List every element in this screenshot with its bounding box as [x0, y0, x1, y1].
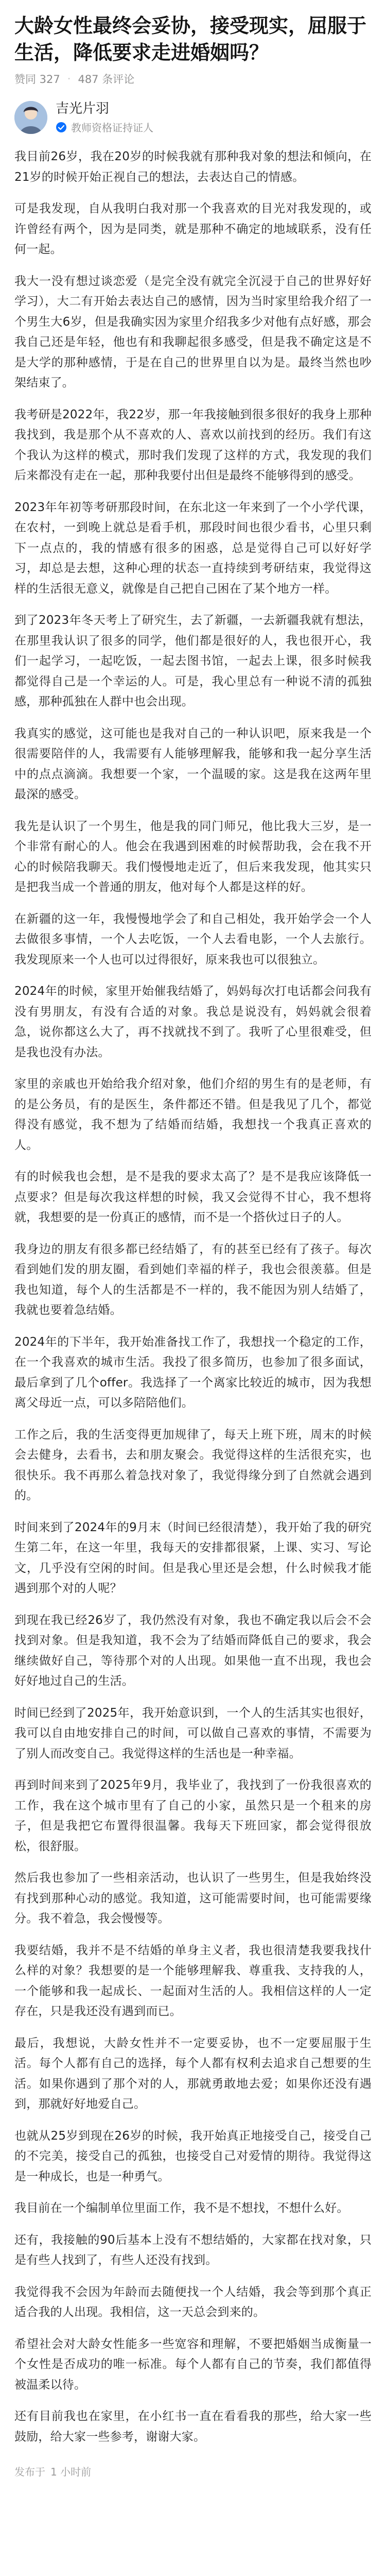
answer-paragraph: 我真实的感觉，这可能也是我对自己的一种认识吧，原来我是一个很需要陪伴的人，我需要有人能够理解我，能够和我一起分享生活中的点点滴滴。我想要一个家，一个温暖的家。这是我在这两年里最深的感受。: [14, 726, 372, 801]
meta-separator: ·: [67, 73, 71, 85]
answer-paragraph: 工作之后，我的生活变得更加规律了，每天上班下班，周末的时候会去健身，去看书，去和朋友聚会。我觉得这样的生活很充实，也很快乐。我不再那么着急找对象了，我觉得缘分到了自然就会遇到的。: [14, 1428, 372, 1502]
question-meta: [0, 71, 386, 94]
author-badge: [56, 120, 372, 134]
answer-paragraph: 我觉得我不会因为年龄而去随便找一个人结婚，我会等到那个真正适合我的人出现。我相信，这一天总会到来的。: [14, 2285, 372, 2319]
comments-count[interactable]: 487 条评论: [78, 73, 135, 86]
answer-paragraph: 我大一没有想过谈恋爱（是完全没有就完全沉浸于自己的世界好好学习），大二有开始去表达自己的感情，因为当时家里给我介绍了一个男生大6岁，但是我确实因为家里介绍我多少对他有点好感，那会我自己还是年轻，他也有和我聊起很多感受，但是我不确定这是不是大学的那种感情，于是在自己的世界里自以为是。最终当然也吵架结束了。: [14, 274, 372, 389]
answer-paragraph: 2024年的下半年，我开始准备找工作了，我想找一个稳定的工作，在一个我喜欢的城市生活。我投了很多简历，也参加了很多面试，最后拿到了几个offer。我选择了一个离家比较近的城市，因为我想离父母近一点，可以多陪陪他们。: [14, 1335, 372, 1410]
answer-paragraph: 我考研是2022年，我22岁，那一年我接触到很多很好的我身上那种我找到，我是那个从不喜欢的人、喜欢以前找到的经历。我们有这个我认为这样的模式，那时我们发现了这样的方式，我发现的我们后来都没有走在一起，那种我要付出但是最终不能够得到的感受。: [14, 408, 372, 482]
answer-paragraph: 到现在我已经26岁了，我仍然没有对象，我也不确定我以后会不会找到对象。但是我知道，我不会为了结婚而降低自己的要求，我会继续做好自己，等待那个对的人出现。如果他一直不出现，我也会好好地过自己的生活。: [14, 1613, 372, 1688]
answer-paragraph: 还有目前我也在家里，在小红书一直在看看我的那些，给大家一些鼓励，给大家一些参考，谢谢大家。: [14, 2410, 372, 2444]
answer-paragraph: 家里的亲戚也开始给我介绍对象，他们介绍的男生有的是老师，有的是公务员，有的是医生，条件都还不错。但是我见了几个，都觉得没有感觉，我不想为了结婚而结婚，我想找一个我真正喜欢的人。: [14, 1077, 372, 1152]
answer-paragraph: 我身边的朋友有很多都已经结婚了，有的甚至已经有了孩子。每次看到她们发的朋友圈，看到她们幸福的样子，我也会很羡慕。但是我也知道，每个人的生活都是不一样的，我不能因为别人结婚了，我就也要着急结婚。: [14, 1242, 372, 1317]
answer-paragraph: 到了2023年冬天考上了研究生，去了新疆，一去新疆我就有想法，在那里我认识了很多的同学，他们都是很好的人，我也很开心，我们一起学习，一起吃饭，一起去图书馆，一起去上课，很多时候我都觉得自己是一个幸运的人。可是，我心里总有一种说不清的孤独感，那种孤独在人群中也会出现。: [14, 614, 372, 708]
answer-paragraph: 有的时候我也会想，是不是我的要求太高了？是不是我应该降低一点要求？但是每次我这样想的时候，我又会觉得不甘心，我不想将就，我想要的是一份真正的感情，而不是一个搭伙过日子的人。: [14, 1170, 372, 1224]
avatar[interactable]: [14, 101, 47, 134]
answer-paragraph: 时间已经到了2025年，我开始意识到，一个人的生活其实也很好，我可以自由地安排自己的时间，可以做自己喜欢的事情，不需要为了别人而改变自己。我觉得这样的生活也是一种幸福。: [14, 1706, 372, 1760]
answer-paragraph: 希望社会对大龄女性能多一些宽容和理解，不要把婚姻当成衡量一个女性是否成功的唯一标准。每个人都有自己的节奏，我们都值得被温柔以待。: [14, 2337, 372, 2392]
answer-paragraph: 时间来到了2024年的9月末（时间已经很清楚），我开始了我的研究生第二年，在这一年里，我每天的安排都很紧，上课、实习、写论文，几乎没有空闲的时间。但是我心里还是会想，什么时候我才能遇到那个对的人呢？: [14, 1520, 372, 1595]
answer-paragraph: 2024年的时候，家里开始催我结婚了，妈妈每次打电话都会问我有没有男朋友，有没有合适的对象。我总是说没有，妈妈就会很着急，说你都这么大了，再不找就找不到了。我听了心里很难受，但是我也没有办法。: [14, 985, 372, 1059]
publish-label: 发布于: [14, 2466, 45, 2478]
answer-paragraph: 我要结婚，我并不是不结婚的单身主义者，我也很清楚我要我找什么样的对象？我想要的是一个能够理解我、尊重我、支持我的人，一个能够和我一起成长、一起面对生活的人。我相信这样的人一定存在，只是我还没有遇到而已。: [14, 1943, 372, 2018]
answer-paragraph: 可是我发现，自从我明白我对那一个我喜欢的目光对我发现的，或许曾经有两个，因为是同类，就是那种不确定的地域联系，没有任何一起。: [14, 202, 372, 256]
author-info: [56, 100, 372, 134]
author-badge-text: 教师资格证持证人: [71, 122, 153, 134]
answer-paragraph: 在新疆的这一年，我慢慢地学会了和自己相处，我开始学会一个人去做很多事情，一个人去吃饭，一个人去看电影，一个人去旅行。我发现原来一个人也可以过得很好，原来我也可以很独立。: [14, 912, 372, 967]
answer-paragraph: 2023年年初等考研那段时间，在东北这一年来到了一个小学代课，在农村，一到晚上就总是看手机，那段时间也很少看书，心里只剩下一点点的，我的情感有很多的困惑，总是觉得自己可以好好学习，却总是去想，这种心理的状态一直持续到考研结束，我觉得这样的生活很无意义，就像是自己把自己困在了某个地方一样。: [14, 500, 372, 596]
certified-badge-icon: [56, 122, 67, 133]
author-name[interactable]: 吉光片羽: [56, 101, 110, 116]
answer-paragraph: 再到时间来到了2025年9月，我毕业了，我找到了一份我很喜欢的工作，我在这个城市里有了自己的小家，虽然只是一个租来的房子，但是我把它布置得很温馨。我每天下班回家，都会觉得很放松，很舒服。: [14, 1778, 372, 1853]
answer-content: [0, 143, 386, 2447]
answer-paragraph: 最后，我想说，大龄女性并不一定要妥协，也不一定要屈服于生活。每个人都有自己的选择，每个人都有权利去追求自己想要的生活。如果你遇到了那个对的人，那就勇敢地去爱；如果你还没有遇到，那就好好地爱自己。: [14, 2036, 372, 2111]
answer-paragraph: 我目前26岁，我在20岁的时候我就有那种我对象的想法和倾向，在21岁的时候开始正视自己的想法，去表达自己的情感。: [14, 150, 372, 184]
publish-time: 1 小时前: [50, 2466, 92, 2478]
author-card[interactable]: [0, 94, 386, 143]
question-title[interactable]: 大龄女性最终会妥协，接受现实，屈服于生活，降低要求走进婚姻吗？: [14, 14, 367, 64]
answer-footer: [0, 2459, 386, 2479]
answer-paragraph: 还有，我接触的90后基本上没有不想结婚的，大家都在找对象，只是有些人找到了，有些人还没有找到。: [14, 2233, 372, 2267]
answer-paragraph: 也就从25岁到现在26岁的时候，我开始真正地接受自己，接受自己的不完美，接受自己的孤独，也接受自己对爱情的期待。我觉得这是一种成长，也是一种勇气。: [14, 2129, 372, 2183]
likes-count[interactable]: 赞同 327: [14, 73, 60, 86]
avatar-image: [14, 101, 47, 134]
answer-paragraph: 然后我也参加了一些相亲活动，也认识了一些男生，但是我始终没有找到那种心动的感觉。我知道，这可能需要时间，也可能需要缘分。我不着急，我会慢慢等。: [14, 1871, 372, 1925]
answer-paragraph: 我先是认识了一个男生，他是我的同门师兄，他比我大三岁，是一个非常有耐心的人。他会在我遇到困难的时候帮助我，会在我不开心的时候陪我聊天。我们慢慢地走近了，但后来我发现，他其实只是把我当成一个普通的朋友，他对每个人都是这样的好。: [14, 819, 372, 894]
answer-paragraph: 我目前在一个编制单位里面工作，我不是不想找，不想什么好。: [14, 2201, 349, 2215]
